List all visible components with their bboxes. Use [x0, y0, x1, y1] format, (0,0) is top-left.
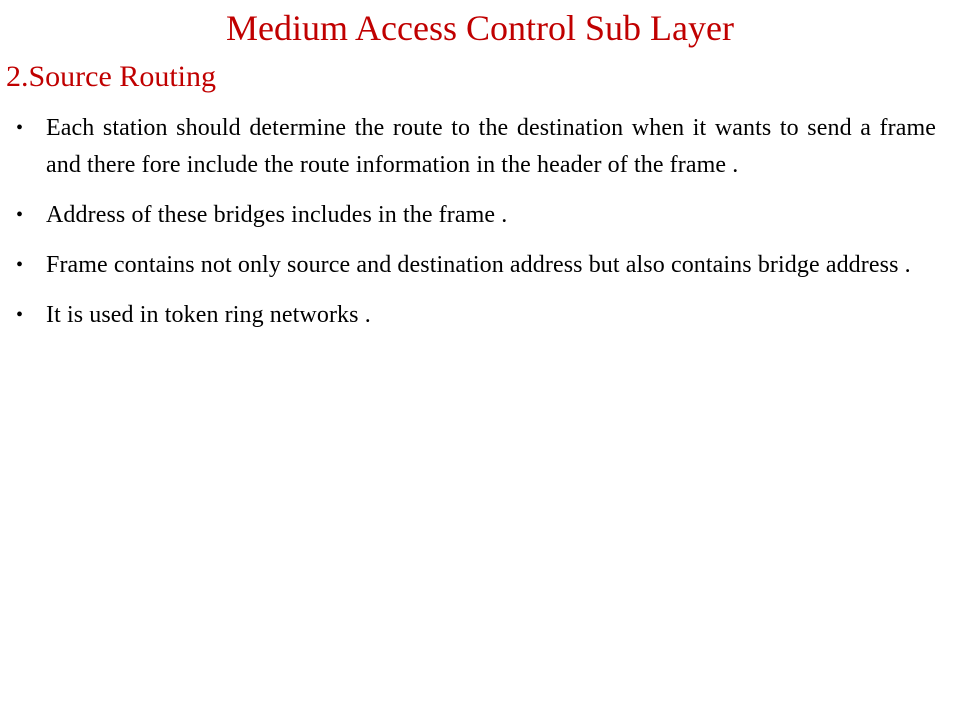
bullet-item — [16, 247, 936, 284]
bullet-item — [16, 297, 936, 334]
bullet-list — [16, 110, 936, 347]
bullet-icon: • — [16, 304, 24, 326]
slide-title: Medium Access Control Sub Layer — [226, 8, 734, 48]
bullet-text: Address of these bridges includes in the frame . — [46, 202, 508, 228]
bullet-item — [16, 197, 936, 234]
bullet-item — [16, 110, 936, 184]
section-heading: 2.Source Routing — [6, 60, 216, 93]
bullet-icon: • — [16, 117, 24, 139]
bullet-text: It is used in token ring networks . — [46, 302, 371, 328]
bullet-icon: • — [16, 204, 24, 226]
bullet-icon: • — [16, 254, 24, 276]
bullet-text: Frame contains not only source and destination address but also contains bridge address . — [46, 252, 911, 278]
bullet-text: Each station should determine the route to the destination when it wants to send a frame and there fore include the route information in the header of the frame . — [46, 115, 936, 178]
